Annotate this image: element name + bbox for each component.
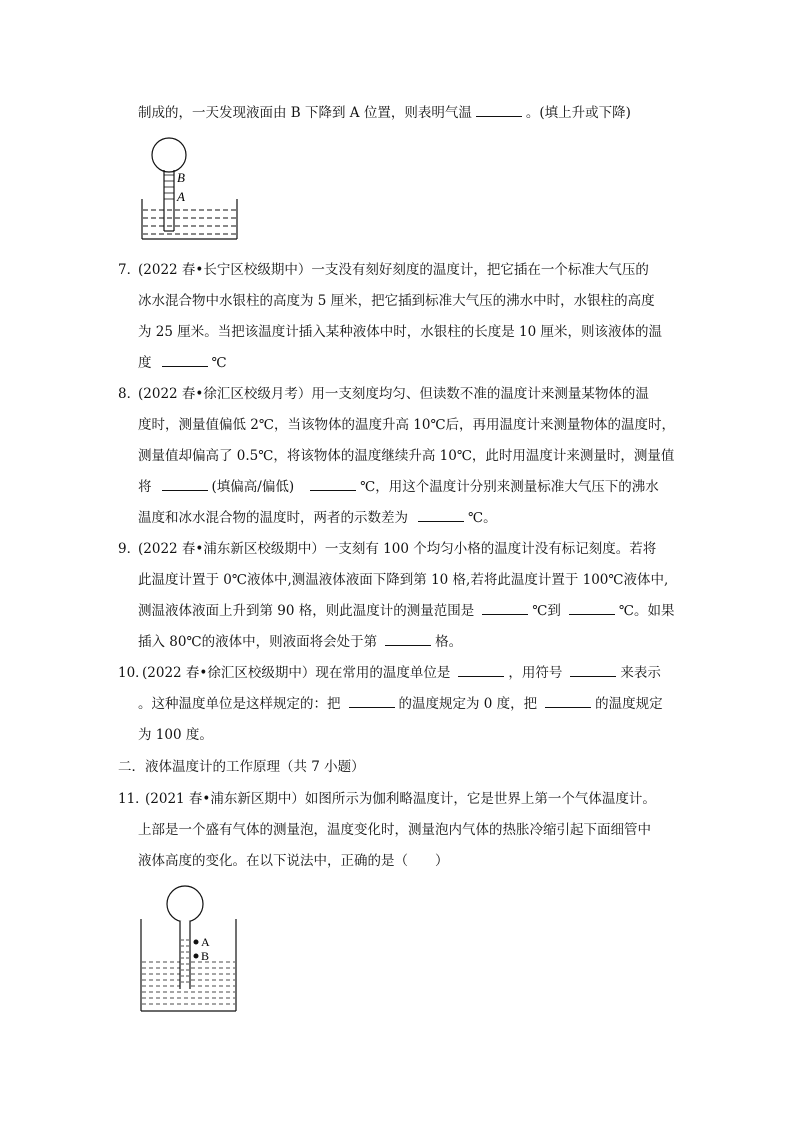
q8-line-3: 测量值却偏高了 0.5℃，将该物体的温度继续升高 10℃，此时用温度计来测量时，测量值 [138,448,675,464]
label-a: A [177,189,185,204]
question-number: 7． [118,262,141,278]
q10-line-1: (2022 春•徐汇区校级期中）现在常用的温度单位是 ，用符号 来表示 [142,665,661,681]
label-b: B [201,949,210,963]
answer-blank [418,508,464,522]
question-number: 10． [118,665,149,681]
answer-blank [545,694,591,708]
answer-blank [162,353,208,367]
q9-line-3: 测温液体液面上升到第 90 格，则此温度计的测量范围是 ℃到 ℃。如果 [138,603,675,619]
label-a: A [201,935,210,949]
q10-line-3: 为 100 度。 [138,727,213,743]
q9-line-2: 此温度计置于 0℃液体中,测温液体液面下降到第 10 格,若将此温度计置于 100℃液体中, [138,572,669,588]
label-b: B [177,170,185,185]
q7-line-4: 度 ℃ [138,355,227,371]
q7-line-1: (2022 春•长宁区校级期中）一支没有刻好刻度的温度计，把它插在一个标准大气压的 [138,262,649,278]
marker-a [194,940,199,945]
answer-blank [349,694,395,708]
answer-blank [569,601,615,615]
q9-line-4: 插入 80℃的液体中，则液面将会处于第 格。 [138,634,463,650]
q10-line-2: 。这种温度单位是这样规定的：把 的温度规定为 0 度，把 的温度规定 [138,696,663,712]
q11-line-3: 液体高度的变化。在以下说法中，正确的是（ ） [138,853,449,869]
question-number: 8． [118,386,141,402]
answer-blank [482,601,528,615]
q11-line-1: (2021 春•浦东新区期中）如图所示为伽利略温度计，它是世界上第一个气体温度计。 [145,791,656,807]
section-heading: 二．液体温度计的工作原理（共 7 小题） [118,759,365,775]
q6-text-line: 制成的，一天发现液面由 B 下降到 A 位置，则表明气温 。(填上升或下降) [138,105,631,121]
answer-blank [385,632,431,646]
answer-blank [458,663,504,677]
q8-line-5: 温度和冰水混合物的温度时，两者的示数差为 ℃。 [138,510,497,526]
q9-line-1: (2022 春•浦东新区校级期中）一支刻有 100 个均匀小格的温度计没有标记刻度。若将 [138,541,657,557]
answer-blank [476,103,522,117]
answer-blank [162,477,208,491]
galileo-thermometer-figure [135,882,245,1017]
thermometer-figure-1 [135,135,245,245]
q7-line-3: 为 25 厘米。当把该温度计插入某种液体中时，水银柱的长度是 10 厘米，则该液体的温 [138,324,663,340]
q8-line-4: 将 (填偏高/偏低) ℃，用这个温度计分别来测量标准大气压下的沸水 [138,479,659,495]
answer-blank [310,477,356,491]
q8-line-2: 度时，测量值偏低 2℃，当该物体的温度升高 10℃后，再用温度计来测量物体的温度时， [138,417,676,433]
q11-line-2: 上部是一个盛有气体的测量泡，温度变化时，测量泡内气体的热胀冷缩引起下面细管中 [138,822,651,838]
q8-line-1: (2022 春•徐汇区校级月考）用一支刻度均匀、但读数不准的温度计来测量某物体的温 [138,386,649,402]
question-number: 11． [118,791,149,807]
marker-b [194,954,199,959]
answer-blank [570,663,616,677]
q7-line-2: 冰水混合物中水银柱的高度为 5 厘米，把它插到标准大气压的沸水中时，水银柱的高度 [138,293,655,309]
question-number: 9． [118,541,141,557]
